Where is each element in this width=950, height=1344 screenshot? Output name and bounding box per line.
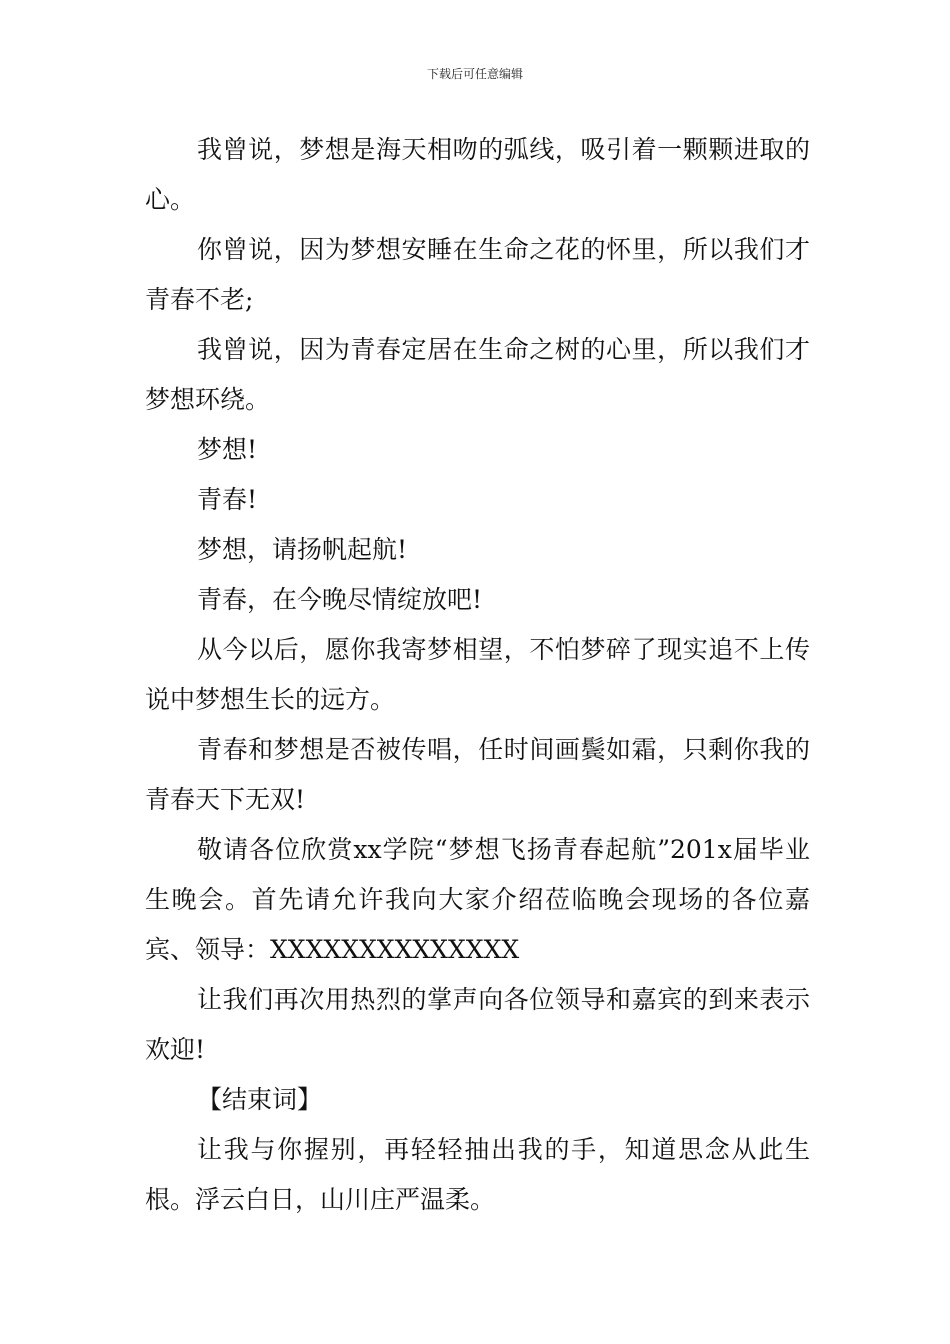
paragraph: 梦想!: [197, 435, 258, 464]
paragraph: 敬请各位欣赏xx学院“梦想飞扬青春起航”201x届毕业生晚会。首先请允许我向大家介绍莅临晚会现场的各位嘉宾、领导：XXXXXXXXXXXXXX: [145, 835, 810, 964]
section-heading: 【结束词】: [197, 1085, 323, 1114]
paragraph: 你曾说，因为梦想安睡在生命之花的怀里，所以我们才青春不老;: [145, 235, 810, 314]
paragraph: 我曾说，梦想是海天相吻的弧线，吸引着一颗颗进取的心。: [145, 135, 810, 214]
paragraph: 从今以后，愿你我寄梦相望，不怕梦碎了现实追不上传说中梦想生长的远方。: [145, 635, 810, 714]
paragraph: 青春和梦想是否被传唱，任时间画鬓如霜，只剩你我的青春天下无双!: [145, 735, 810, 814]
paragraph: 青春!: [197, 485, 258, 514]
paragraph: 让我与你握别，再轻轻抽出我的手，知道思念从此生根。浮云白日，山川庄严温柔。: [145, 1135, 810, 1214]
paragraph: 梦想，请扬帆起航!: [197, 535, 408, 564]
document-body: [145, 125, 810, 1225]
page-header: 下载后可任意编辑: [426, 67, 523, 81]
paragraph: 青春，在今晚尽情绽放吧!: [197, 585, 483, 614]
paragraph: 我曾说，因为青春定居在生命之树的心里，所以我们才梦想环绕。: [145, 335, 810, 414]
paragraph: 让我们再次用热烈的掌声向各位领导和嘉宾的到来表示欢迎!: [145, 985, 810, 1064]
